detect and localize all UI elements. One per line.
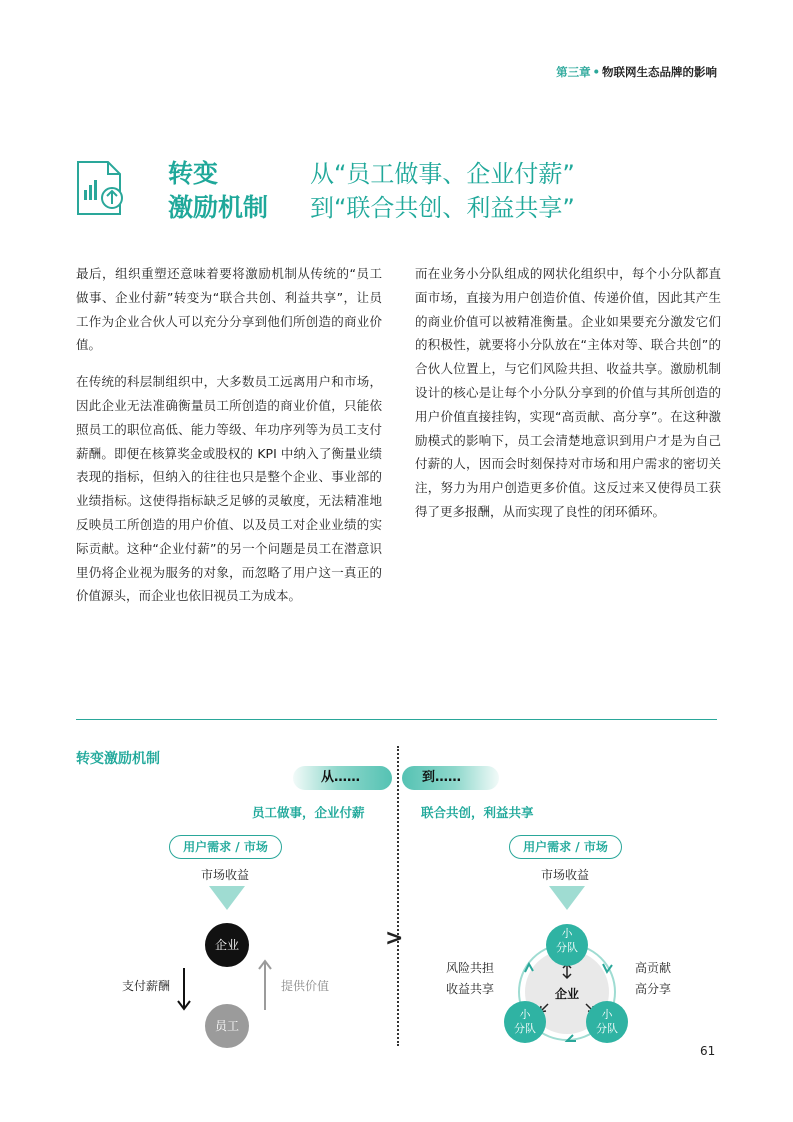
pay-label: 支付薪酬 [122,979,171,993]
from-pill: 从…… [293,766,392,790]
section-subtitle-line2: 到“联合共创、利益共享” [310,194,575,222]
contribution-line2: 高分享 [635,982,672,996]
left-market-income: 市场收益 [201,868,250,882]
section-title-line2: 激励机制 [168,193,269,222]
risk-share-line1: 风险共担 [446,961,495,975]
team-label-line1: 小 [519,1008,531,1021]
diagram-center-divider [397,746,399,1046]
contribution-line1: 高贡献 [635,961,672,975]
running-header [556,64,717,80]
right-subtitle: 联合共创，利益共享 [421,805,534,820]
team-label-line2: 分队 [556,941,578,954]
value-up-arrow-icon [257,958,273,1016]
employee-circle: 员工 [205,1004,249,1048]
value-label: 提供价值 [281,979,330,993]
section-subtitle-line1: 从“员工做事、企业付薪” [310,160,575,188]
section-title-line1: 转变 [168,159,219,188]
section-divider [76,719,717,720]
left-subtitle: 员工做事，企业付薪 [252,805,365,820]
risk-share-label [446,958,494,1000]
section-title [168,157,268,225]
page-number: 61 [700,1044,716,1058]
paragraph: 最后，组织重塑还意味着要将激励机制从传统的“员工做事、企业付薪”转变为“联合共创、利益共享”，让员工作为企业合伙人可以充分分享到他们所创造的商业价值。 [76,266,382,353]
team-label-line2: 分队 [514,1022,536,1035]
cycle-arrow-bottom-icon [567,1035,576,1041]
team-label-right [586,1008,628,1036]
right-demand-pill: 用户需求 / 市场 [509,835,622,859]
chapter-label: 第三章 [556,65,591,79]
enterprise-circle: 企业 [205,923,249,967]
right-down-arrow-icon [549,886,585,910]
team-label-left [504,1008,546,1036]
section-subtitle [310,157,575,225]
team-label-line1: 小 [561,927,573,940]
diagram-title: 转变激励机制 [76,751,160,767]
right-market-income: 市场收益 [541,868,590,882]
to-pill: 到…… [402,766,499,790]
section-label: 物联网生态品牌的影响 [602,65,717,79]
paragraph: 而在业务小分队组成的网状化组织中，每个小分队都直面市场，直接为用户创造价值、传递价值，因此其产生的商业价值可以被精准衡量。企业如果要充分激发它们的积极性，就要将小分队放在“主体对等、联合共创”的合伙人位置上，与它们风险共担、收益共享。激励机制设计的核心是让每个小分队分享到的价值与其所创造的用户价值直接挂钩，实现“高贡献、高分享”。在这种激励模式的影响下，员工会清楚地意识到用户才是为自己付薪的人，因而会时刻保持对市场和用户需求的密切关注，努力为用户创造更多价值。这反过来又使得员工获得了更多报酬，从而实现了良性的闭环循环。 [415,266,721,519]
left-demand-pill: 用户需求 / 市场 [169,835,282,859]
greater-than-symbol: > [385,926,404,951]
team-enterprise-label: 企业 [554,987,579,1001]
paragraph: 在传统的科层制组织中，大多数员工远离用户和市场，因此企业无法准确衡量员工所创造的商业价值，只能依照员工的职位高低、能力等级、年功序列等为员工支付薪酬。即便在核算奖金或股权的 KPI 中纳入了衡量业绩表现的指标，但纳入的往往也只是整个企业、事业部的业绩指标。这使得指标缺乏足够的灵敏度，无法精准地反映员工所创造的用户价值、以及员工对企业业绩的实际贡献。这种“企业付薪”的另一个问题是员工在潜意识里仍将企业视为服务的对象，而忽略了用户这一真正的价值源头，而企业也依旧视员工为成本。 [76,374,382,604]
body-column-right [415,262,721,537]
header-separator: • [592,65,600,79]
document-growth-icon [74,158,130,218]
team-label-top [546,927,588,955]
left-down-arrow-icon [209,886,245,910]
team-label-line1: 小 [601,1008,613,1021]
team-label-line2: 分队 [596,1022,618,1035]
body-column-left [76,262,382,621]
pay-down-arrow-icon [176,966,192,1016]
risk-share-line2: 收益共享 [446,982,495,996]
contribution-share-label [635,958,671,1000]
